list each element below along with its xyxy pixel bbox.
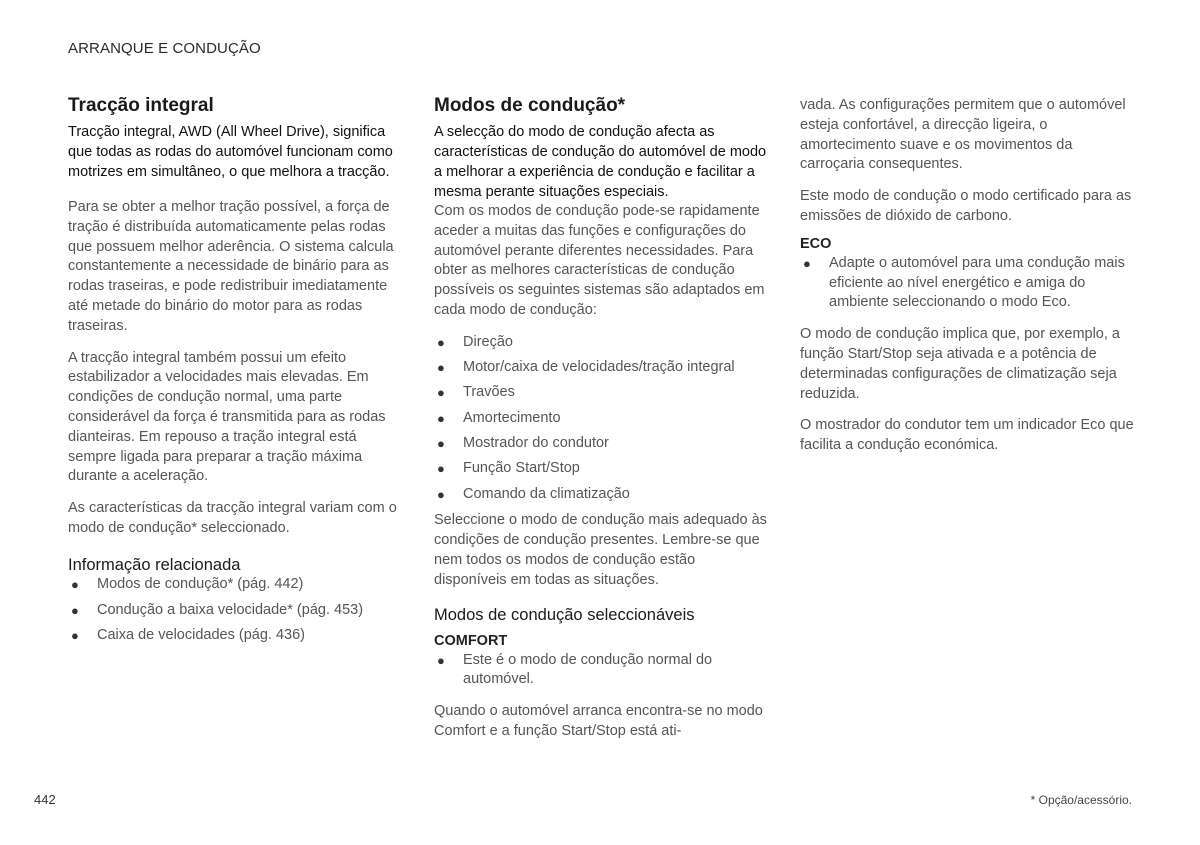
- heading-awd: Tracção integral: [68, 95, 214, 116]
- paragraph: O mostrador do condutor tem um indicador Eco que facilita a condução económica.: [800, 417, 1134, 454]
- bullet-icon: ●: [71, 628, 79, 644]
- bullet-icon: ●: [803, 255, 811, 271]
- related-info-heading: Informação relacionada: [68, 555, 241, 574]
- list-item: ● Motor/caixa de velocidades/tração integral: [434, 358, 769, 378]
- bullet-icon: ●: [437, 410, 445, 426]
- paragraph: Seleccione o modo de condução mais adequado às condições de condução presentes. Lembre-se que nem todos os modos de condução estão disponíveis em todas as situações.: [434, 512, 767, 588]
- bullet-icon: ●: [437, 652, 445, 668]
- related-link[interactable]: ● Caixa de velocidades (pág. 436): [68, 626, 403, 646]
- paragraph: Este modo de condução o modo certificado para as emissões de dióxido de carbono.: [800, 188, 1132, 224]
- list-item: ● Mostrador do condutor: [434, 434, 769, 454]
- paragraph: Com os modos de condução pode-se rapidamente aceder a muitas das funções e configurações do automóvel perante diferentes necessidades. Para obter as melhores características de condução possíveis os seguintes sistemas são adaptados em cada modo de condução:: [434, 203, 765, 318]
- bullet-icon: ●: [437, 385, 445, 401]
- lead-drive-modes: A selecção do modo de condução afecta as características de condução do automóvel de modo a melhorar a experiência de condução e facilitar a mesma perante situações especiais.: [434, 124, 767, 200]
- eco-list: [800, 254, 1135, 313]
- bullet-icon: ●: [71, 602, 79, 618]
- paragraph: O modo de condução implica que, por exemplo, a função Start/Stop seja ativada e a potência de determinadas configurações de climatização seja reduzida.: [800, 326, 1120, 402]
- heading-drive-modes: Modos de condução*: [434, 95, 626, 116]
- related-link[interactable]: ● Modos de condução* (pág. 442): [68, 575, 403, 595]
- comfort-list: [434, 651, 769, 691]
- column-awd: [68, 94, 403, 652]
- systems-list: [434, 333, 769, 505]
- bullet-icon: ●: [437, 435, 445, 451]
- page-header: ARRANQUE E CONDUÇÃO: [68, 40, 261, 57]
- page-number: 442: [34, 792, 56, 807]
- comfort-label: COMFORT: [434, 632, 508, 649]
- paragraph: Quando o automóvel arranca encontra-se no modo Comfort e a função Start/Stop está ati-: [434, 703, 763, 739]
- selectable-modes-heading: Modos de condução seleccionáveis: [434, 605, 695, 624]
- bullet-icon: ●: [71, 576, 79, 592]
- list-item: ● Função Start/Stop: [434, 459, 769, 479]
- bullet-icon: ●: [437, 486, 445, 502]
- list-item: ● Este é o modo de condução normal do automóvel.: [437, 651, 713, 688]
- paragraph: A tracção integral também possui um efeito estabilizador a velocidades mais elevadas. Em condições de condução normal, uma parte considerável da força é transmitida para as rodas dianteiras. Em repouso a tração integral está sempre ligada para preparar a tração máxima durante a aceleração.: [68, 349, 386, 485]
- lead-awd: Tracção integral, AWD (All Wheel Drive), significa que todas as rodas do automóvel funcionam como motrizes em simultâneo, o que melhora a tracção.: [68, 124, 393, 180]
- column-continued: [800, 96, 1135, 456]
- list-item: ● Amortecimento: [434, 409, 769, 429]
- bullet-icon: ●: [437, 334, 445, 350]
- paragraph: As características da tracção integral variam com o modo de condução* seleccionado.: [68, 500, 397, 536]
- footnote: * Opção/acessório.: [1030, 793, 1132, 807]
- list-item: ● Adapte o automóvel para uma condução mais eficiente ao nível energético e amiga do ambiente seleccionando o modo Eco.: [803, 254, 1125, 311]
- list-item: ● Comando da climatização: [434, 485, 769, 505]
- column-drive-modes: [434, 94, 769, 742]
- eco-label: ECO: [800, 235, 832, 252]
- paragraph: vada. As configurações permitem que o automóvel esteja confortável, a direcção ligeira, o amortecimento suave e os movimentos da carroçaria consequentes.: [800, 97, 1126, 173]
- bullet-icon: ●: [437, 461, 445, 477]
- related-links-list: [68, 575, 403, 646]
- list-item: ● Travões: [434, 383, 769, 403]
- list-item: ● Direção: [434, 333, 769, 353]
- paragraph: Para se obter a melhor tração possível, a força de tração é distribuída automaticamente pelas rodas que possuem melhor aderência. O sistema calcula constantemente a necessidade de binário para as rodas traseiras, e pode redistribuir imediatamente até metade do binário do motor para as rodas traseiras.: [68, 199, 394, 334]
- bullet-icon: ●: [437, 360, 445, 376]
- related-link[interactable]: ● Condução a baixa velocidade* (pág. 453): [68, 601, 403, 621]
